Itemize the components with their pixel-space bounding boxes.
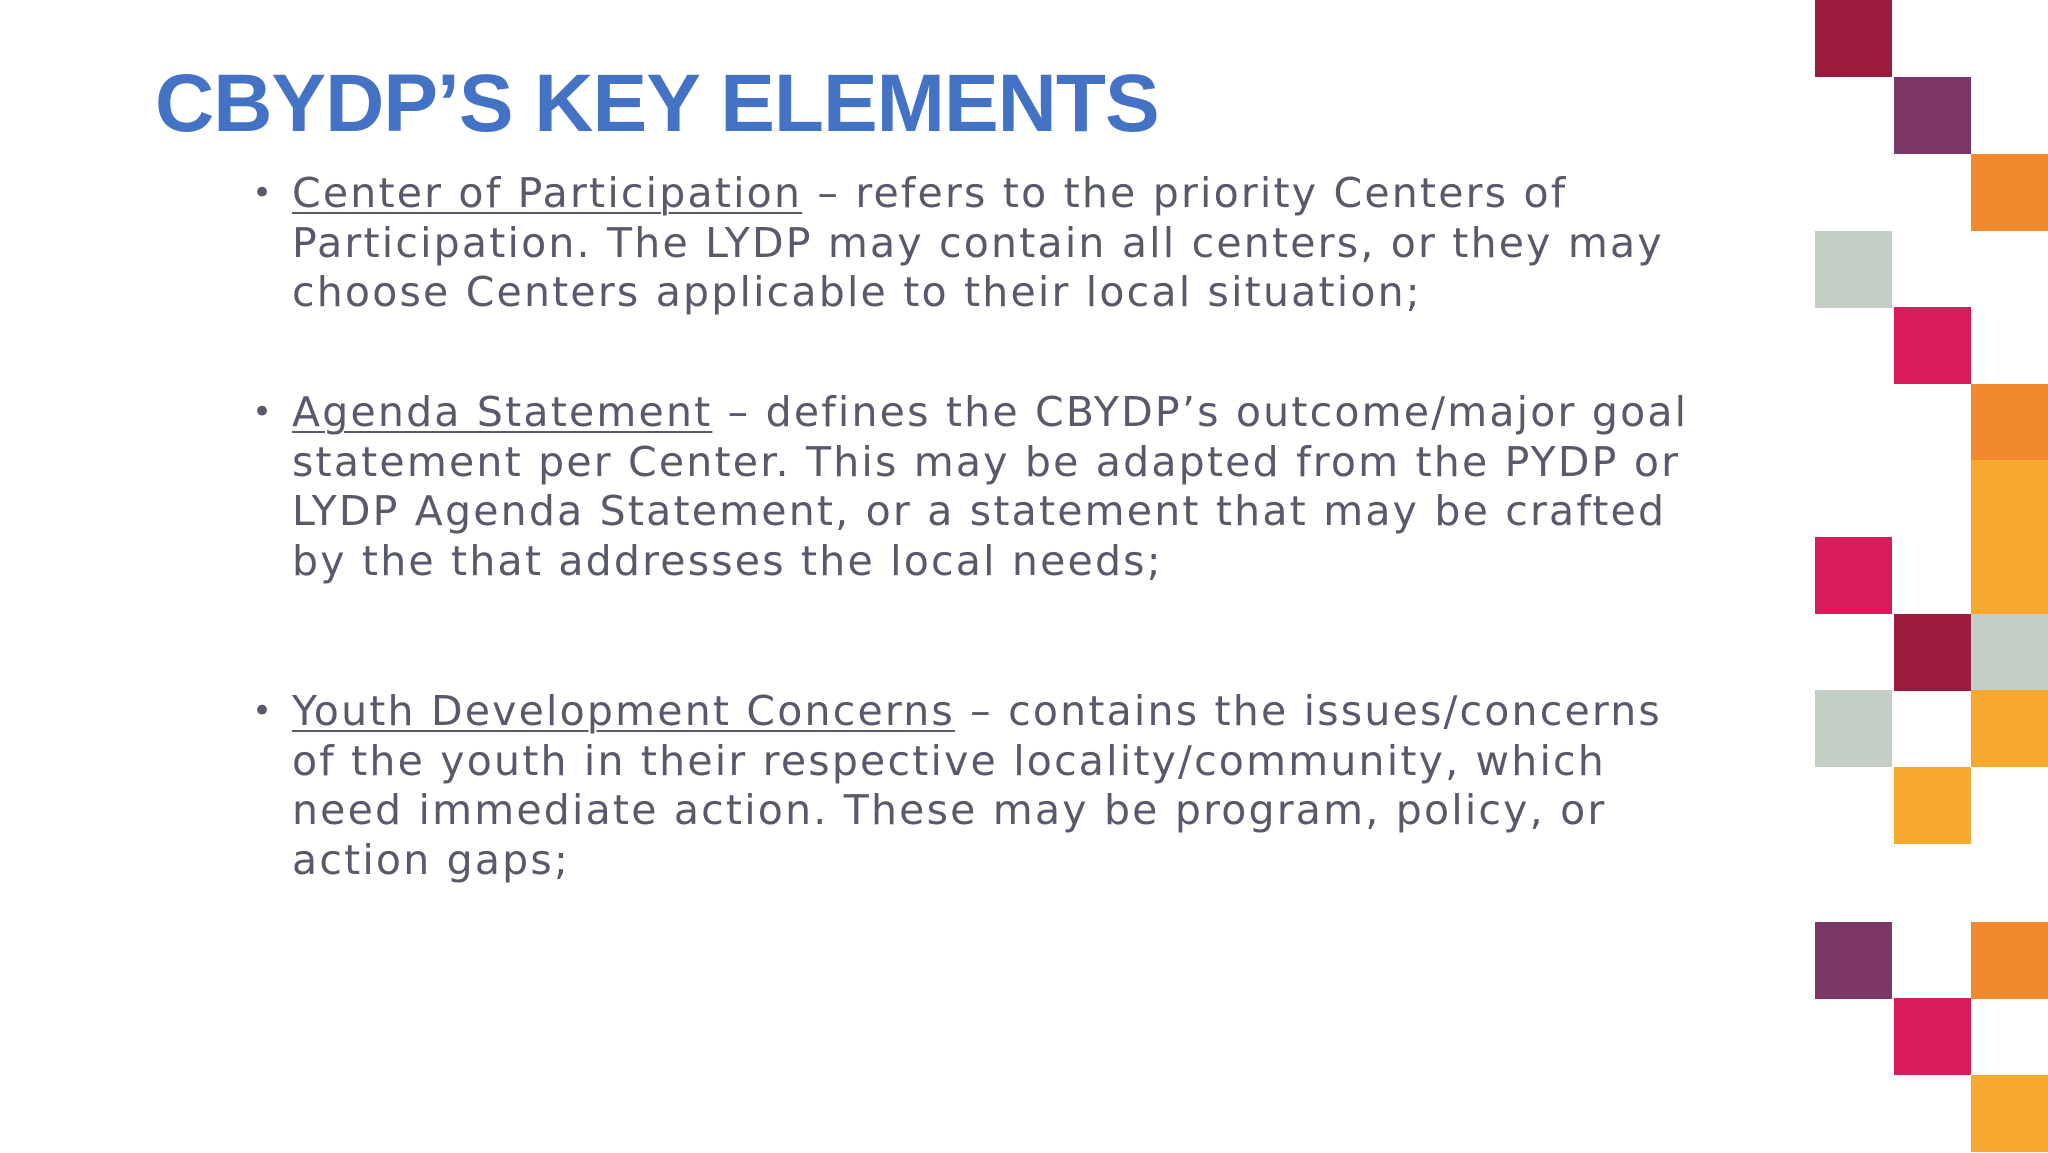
- deco-tile: [1971, 460, 2048, 537]
- bullet-term: Center of Participation: [292, 169, 803, 217]
- deco-tile: [1815, 231, 1892, 308]
- bullet-youth-development-concerns: [292, 687, 1712, 885]
- bullet-text: refers to the priority Centers of: [855, 169, 1568, 217]
- bullet-separator: –: [712, 388, 766, 436]
- bullet-line: Participation. The LYDP may contain all centers, or they may: [292, 218, 1664, 267]
- bullet-term: Youth Development Concerns: [292, 687, 955, 735]
- bullet-line: of the youth in their respective locality/community, which: [292, 736, 1606, 785]
- bullet-line: by the that addresses the local needs;: [292, 536, 1163, 585]
- slide-title: CBYDP’S KEY ELEMENTS: [155, 58, 1159, 149]
- deco-tile: [1815, 0, 1892, 77]
- bullet-line: choose Centers applicable to their local situation;: [292, 268, 1422, 316]
- deco-tile: [1815, 922, 1892, 999]
- deco-tile: [1894, 998, 1971, 1075]
- bullet-term: Agenda Statement: [292, 388, 713, 436]
- bullet-line: action gaps;: [292, 835, 570, 884]
- bullet-text: defines the CBYDP’s outcome/major goal: [765, 388, 1689, 436]
- bullet-separator: –: [954, 687, 1009, 735]
- deco-tile: [1894, 77, 1971, 154]
- bullet-line: statement per Center. This may be adapted from the PYDP or: [292, 437, 1681, 486]
- deco-tile: [1815, 690, 1892, 767]
- deco-tile: [1971, 384, 2048, 461]
- deco-tile: [1815, 537, 1892, 614]
- deco-tile: [1894, 767, 1971, 844]
- deco-tile: [1971, 922, 2048, 999]
- bullet-line: LYDP Agenda Statement, or a statement that may be crafted: [292, 487, 1667, 535]
- bullet-separator: –: [802, 169, 856, 217]
- deco-tile: [1971, 154, 2048, 231]
- bullet-first-line: [292, 388, 1712, 438]
- bullet-first-line: [292, 687, 1712, 737]
- deco-tile: [1971, 690, 2048, 767]
- deco-tile: [1971, 614, 2048, 691]
- bullet-line: need immediate action. These may be program, policy, or: [292, 786, 1607, 834]
- deco-tile: [1971, 537, 2048, 614]
- bullet-text: contains the issues/concerns: [1008, 687, 1662, 735]
- deco-tile: [1894, 614, 1971, 691]
- bullet-center-of-participation: [292, 169, 1712, 318]
- bullet-first-line: [292, 169, 1712, 219]
- deco-tile: [1894, 307, 1971, 384]
- bullet-agenda-statement: [292, 388, 1712, 586]
- deco-tile: [1971, 1075, 2048, 1152]
